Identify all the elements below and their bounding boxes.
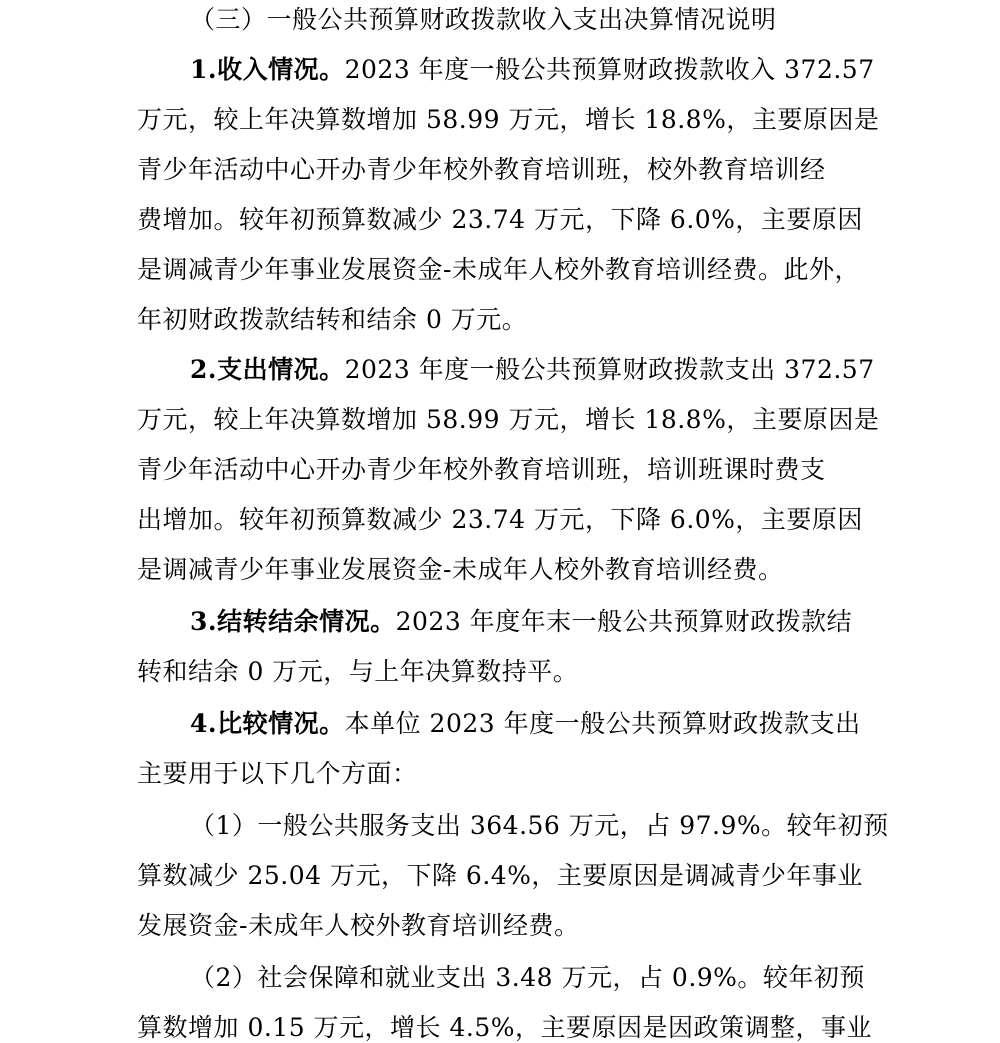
section-heading: （三）一般公共预算财政拨款收入支出决算情况说明 bbox=[190, 5, 777, 34]
carryover-text-1: 2023 年度年末一般公共预算财政拨款结 bbox=[395, 607, 853, 636]
income-title: 1.收入情况。 bbox=[190, 55, 345, 84]
item2-line-2: 算数增加 0.15 万元，增长 4.5%，主要原因是因政策调整，事业 bbox=[137, 1013, 873, 1042]
expenditure-paragraph-line-5: 是调减青少年事业发展资金-未成年人校外教育培训经费。 bbox=[137, 555, 784, 584]
income-paragraph-line-2: 万元，较上年决算数增加 58.99 万元，增长 18.8%，主要原因是 bbox=[137, 105, 880, 134]
comparison-title: 4.比较情况。 bbox=[190, 709, 345, 738]
income-text-1: 2023 年度一般公共预算财政拨款收入 372.57 bbox=[344, 55, 875, 84]
expenditure-paragraph-line-3: 青少年活动中心开办青少年校外教育培训班，培训班课时费支 bbox=[137, 455, 826, 484]
comparison-text-1: 本单位 2023 年度一般公共预算财政拨款支出 bbox=[344, 709, 861, 738]
carryover-paragraph-line-2: 转和结余 0 万元，与上年决算数持平。 bbox=[137, 657, 579, 686]
carryover-paragraph-line-1 bbox=[190, 604, 852, 640]
expenditure-title: 2.支出情况。 bbox=[190, 355, 345, 384]
income-paragraph-line-4: 费增加。较年初预算数减少 23.74 万元，下降 6.0%，主要原因 bbox=[137, 205, 863, 234]
carryover-title: 3.结转结余情况。 bbox=[190, 607, 396, 636]
item1-line-2: 算数减少 25.04 万元，下降 6.4%，主要原因是调减青少年事业 bbox=[137, 861, 863, 890]
comparison-paragraph-line-1 bbox=[190, 706, 861, 742]
expenditure-paragraph-line-4: 出增加。较年初预算数减少 23.74 万元，下降 6.0%，主要原因 bbox=[137, 505, 863, 534]
income-paragraph-line-6: 年初财政拨款结转和结余 0 万元。 bbox=[137, 305, 528, 334]
income-paragraph-line-5: 是调减青少年事业发展资金-未成年人校外教育培训经费。此外， bbox=[137, 255, 860, 284]
item2-line-1: （2）社会保障和就业支出 3.48 万元，占 0.9%。较年初预 bbox=[190, 963, 865, 992]
expenditure-paragraph-line-2: 万元，较上年决算数增加 58.99 万元，增长 18.8%，主要原因是 bbox=[137, 405, 880, 434]
expenditure-paragraph-line-1 bbox=[190, 352, 875, 388]
item1-line-3: 发展资金-未成年人校外教育培训经费。 bbox=[137, 911, 580, 940]
income-paragraph-line-3: 青少年活动中心开办青少年校外教育培训班，校外教育培训经 bbox=[137, 155, 826, 184]
comparison-paragraph-line-2: 主要用于以下几个方面： bbox=[137, 759, 418, 788]
income-paragraph-line-1 bbox=[190, 52, 875, 88]
item1-line-1: （1）一般公共服务支出 364.56 万元，占 97.9%。较年初预 bbox=[190, 811, 889, 840]
expenditure-text-1: 2023 年度一般公共预算财政拨款支出 372.57 bbox=[344, 355, 875, 384]
